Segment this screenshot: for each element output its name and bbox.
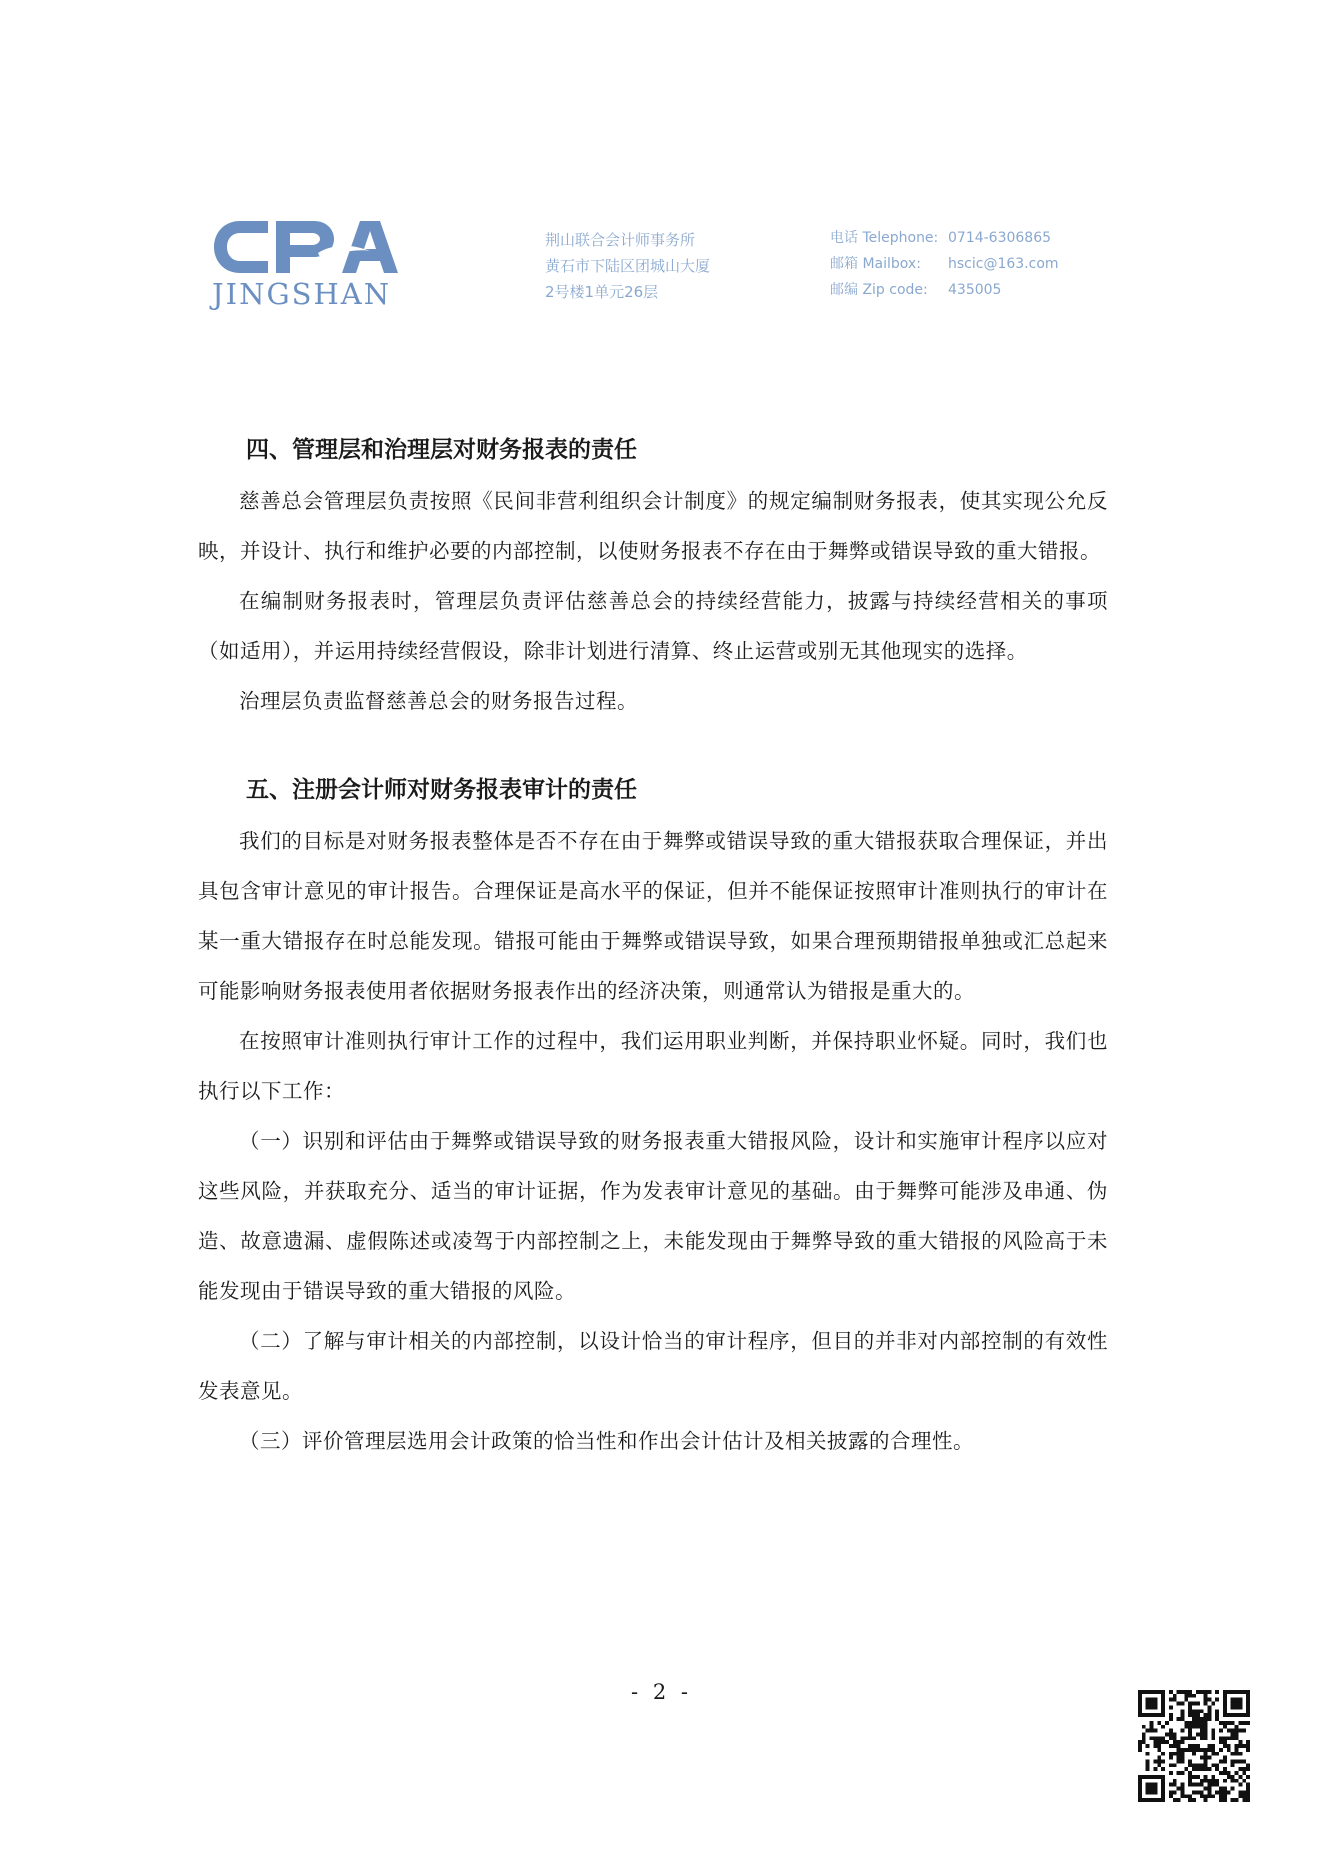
contact-telephone xyxy=(830,225,1059,251)
paragraph: 治理层负责监督慈善总会的财务报告过程。 xyxy=(239,689,638,713)
contact-value: 435005 xyxy=(948,282,1002,298)
paragraph: 慈善总会管理层负责按照《民间非营利组织会计制度》的规定编制财务报表，使其实现公允反映，并设计、执行和维护必要的内部控制，以使财务报表不存在由于舞弊或错误导致的重大错报。 xyxy=(198,489,1108,563)
paragraph: 在编制财务报表时，管理层负责评估慈善总会的持续经营能力，披露与持续经营相关的事项（如适用），并运用持续经营假设，除非计划进行清算、终止运营或别无其他现实的选择。 xyxy=(198,589,1108,663)
firm-name: 荆山联合会计师事务所 xyxy=(545,231,696,249)
cpa-logo xyxy=(210,215,400,325)
contact-label: 电话 Telephone: xyxy=(830,230,939,246)
contact-label: 邮箱 Mailbox: xyxy=(830,256,921,272)
contact-value: hscic@163.com xyxy=(948,256,1059,272)
section-heading: 四、管理层和治理层对财务报表的责任 xyxy=(246,437,637,463)
firm-address xyxy=(545,227,710,305)
section-management-responsibility xyxy=(198,430,1108,726)
section-heading: 五、注册会计师对财务报表审计的责任 xyxy=(246,777,637,803)
contact-zip-code xyxy=(830,277,1059,303)
letterhead xyxy=(210,215,1110,325)
contact-mailbox xyxy=(830,251,1059,277)
document-body xyxy=(198,430,1108,1466)
contact-label: 邮编 Zip code: xyxy=(830,282,928,298)
paragraph: 我们的目标是对财务报表整体是否不存在由于舞弊或错误导致的重大错报获取合理保证，并出具包含审计意见的审计报告。合理保证是高水平的保证，但并不能保证按照审计准则执行的审计在某一重大错报存在时总能发现。错报可能由于舞弊或错误导致，如果合理预期错报单独或汇总起来可能影响财务报表使用者依据财务报表作出的经济决策，则通常认为错报是重大的。 xyxy=(198,829,1108,1003)
cpa-logo-icon xyxy=(210,215,400,279)
contact-value: 0714-6306865 xyxy=(948,230,1052,246)
paragraph: （三）评价管理层选用会计政策的恰当性和作出会计估计及相关披露的合理性。 xyxy=(239,1429,974,1453)
logo-wordmark: JINGSHAN xyxy=(212,277,392,311)
qr-code-icon xyxy=(1138,1690,1250,1802)
page-number: - 2 - xyxy=(631,1680,692,1704)
paragraph: （一）识别和评估由于舞弊或错误导致的财务报表重大错报风险，设计和实施审计程序以应对这些风险，并获取充分、适当的审计证据，作为发表审计意见的基础。由于舞弊可能涉及串通、伪造、故意遗漏、虚假陈述或凌驾于内部控制之上，未能发现由于舞弊导致的重大错报的风险高于未能发现由于错误导致的重大错报的风险。 xyxy=(198,1129,1108,1303)
firm-address-line-2: 2号楼1单元26层 xyxy=(545,283,659,301)
paragraph: 在按照审计准则执行审计工作的过程中，我们运用职业判断，并保持职业怀疑。同时，我们也执行以下工作： xyxy=(198,1029,1108,1103)
section-auditor-responsibility xyxy=(198,770,1108,1466)
paragraph: （二）了解与审计相关的内部控制，以设计恰当的审计程序，但目的并非对内部控制的有效性发表意见。 xyxy=(198,1329,1108,1403)
firm-address-line-1: 黄石市下陆区团城山大厦 xyxy=(545,257,711,275)
firm-contacts xyxy=(830,225,1059,303)
